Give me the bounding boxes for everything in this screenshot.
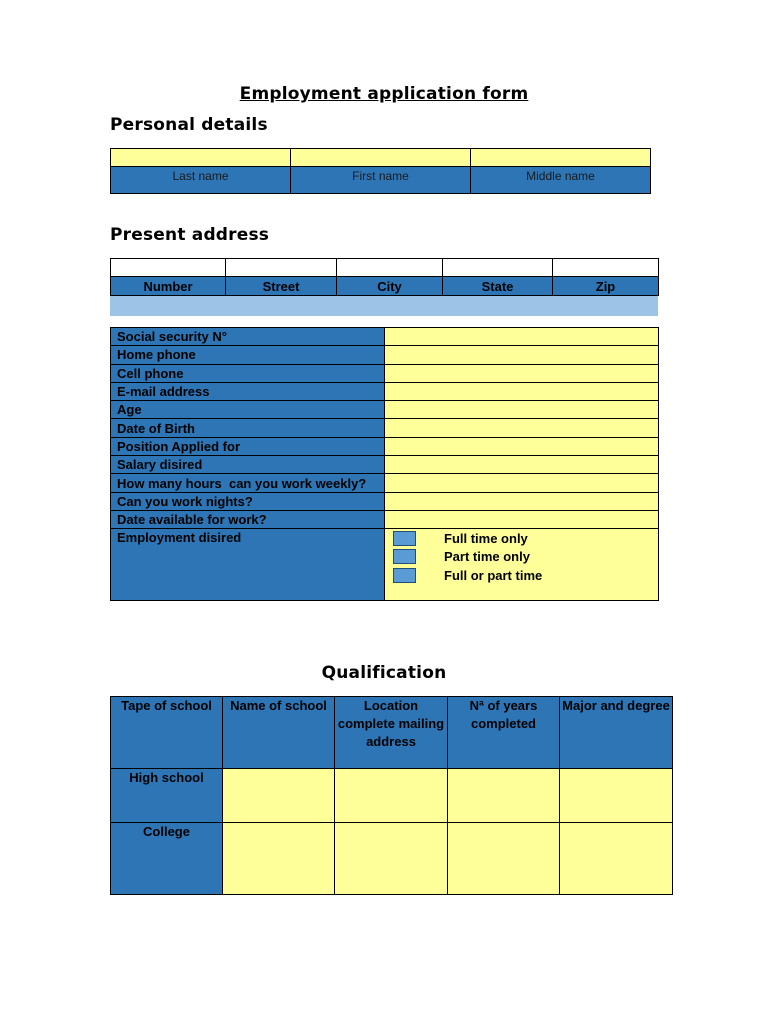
qualification-heading: Qualification xyxy=(321,663,447,683)
row-label-college: College xyxy=(111,823,223,895)
salary-label: Salary disired xyxy=(111,456,385,474)
header-major-degree: Major and degree xyxy=(560,697,673,769)
hours-field[interactable] xyxy=(385,474,659,492)
number-label: Number xyxy=(111,277,226,296)
personal-details-table xyxy=(110,148,651,194)
cell-phone-label: Cell phone xyxy=(111,364,385,382)
dob-field[interactable] xyxy=(385,419,659,437)
position-field[interactable] xyxy=(385,437,659,455)
option-part-time[interactable] xyxy=(385,548,658,566)
city-label: City xyxy=(337,277,443,296)
nights-label: Can you work nights? xyxy=(111,492,385,510)
position-label: Position Applied for xyxy=(111,437,385,455)
street-label: Street xyxy=(226,277,337,296)
city-field[interactable] xyxy=(337,259,443,277)
page-title: Employment application form xyxy=(239,84,529,104)
personal-details-heading: Personal details xyxy=(110,115,268,135)
age-field[interactable] xyxy=(385,401,659,419)
middle-name-label: Middle name xyxy=(471,167,651,194)
first-name-field[interactable] xyxy=(291,149,471,167)
number-field[interactable] xyxy=(111,259,226,277)
employment-options xyxy=(385,529,659,601)
hours-label: How many hours can you work weekly? xyxy=(111,474,385,492)
high-school-name-field[interactable] xyxy=(223,769,335,823)
high-school-major-field[interactable] xyxy=(560,769,673,823)
checkbox-full-or-part[interactable] xyxy=(393,568,416,583)
email-field[interactable] xyxy=(385,382,659,400)
address-divider-band xyxy=(110,296,658,316)
age-label: Age xyxy=(111,401,385,419)
state-label: State xyxy=(443,277,553,296)
ssn-field[interactable] xyxy=(385,328,659,346)
header-location: Location complete mailing address xyxy=(335,697,448,769)
option-full-or-part-label: Full or part time xyxy=(444,567,543,583)
last-name-field[interactable] xyxy=(111,149,291,167)
home-phone-field[interactable] xyxy=(385,346,659,364)
street-field[interactable] xyxy=(226,259,337,277)
employment-desired-label: Employment disired xyxy=(111,529,385,601)
high-school-years-field[interactable] xyxy=(448,769,560,823)
checkbox-part-time[interactable] xyxy=(393,549,416,564)
first-name-label: First name xyxy=(291,167,471,194)
header-name-of-school: Name of school xyxy=(223,697,335,769)
header-type-of-school: Tape of school xyxy=(111,697,223,769)
available-date-field[interactable] xyxy=(385,510,659,528)
high-school-location-field[interactable] xyxy=(335,769,448,823)
college-name-field[interactable] xyxy=(223,823,335,895)
option-full-time[interactable] xyxy=(385,529,658,547)
ssn-label: Social security N° xyxy=(111,328,385,346)
last-name-label: Last name xyxy=(111,167,291,194)
header-years-completed: Nª of years completed xyxy=(448,697,560,769)
option-full-or-part[interactable] xyxy=(385,566,658,584)
college-years-field[interactable] xyxy=(448,823,560,895)
state-field[interactable] xyxy=(443,259,553,277)
present-address-table xyxy=(110,258,659,296)
nights-field[interactable] xyxy=(385,492,659,510)
cell-phone-field[interactable] xyxy=(385,364,659,382)
email-label: E-mail address xyxy=(111,382,385,400)
dob-label: Date of Birth xyxy=(111,419,385,437)
present-address-heading: Present address xyxy=(110,225,270,245)
zip-field[interactable] xyxy=(553,259,659,277)
checkbox-full-time[interactable] xyxy=(393,531,416,546)
applicant-info-table xyxy=(110,327,659,601)
salary-field[interactable] xyxy=(385,456,659,474)
available-date-label: Date available for work? xyxy=(111,510,385,528)
home-phone-label: Home phone xyxy=(111,346,385,364)
middle-name-field[interactable] xyxy=(471,149,651,167)
college-major-field[interactable] xyxy=(560,823,673,895)
option-part-time-label: Part time only xyxy=(444,549,530,565)
college-location-field[interactable] xyxy=(335,823,448,895)
zip-label: Zip xyxy=(553,277,659,296)
option-full-time-label: Full time only xyxy=(444,530,528,546)
qualification-table xyxy=(110,696,673,895)
row-label-high-school: High school xyxy=(111,769,223,823)
